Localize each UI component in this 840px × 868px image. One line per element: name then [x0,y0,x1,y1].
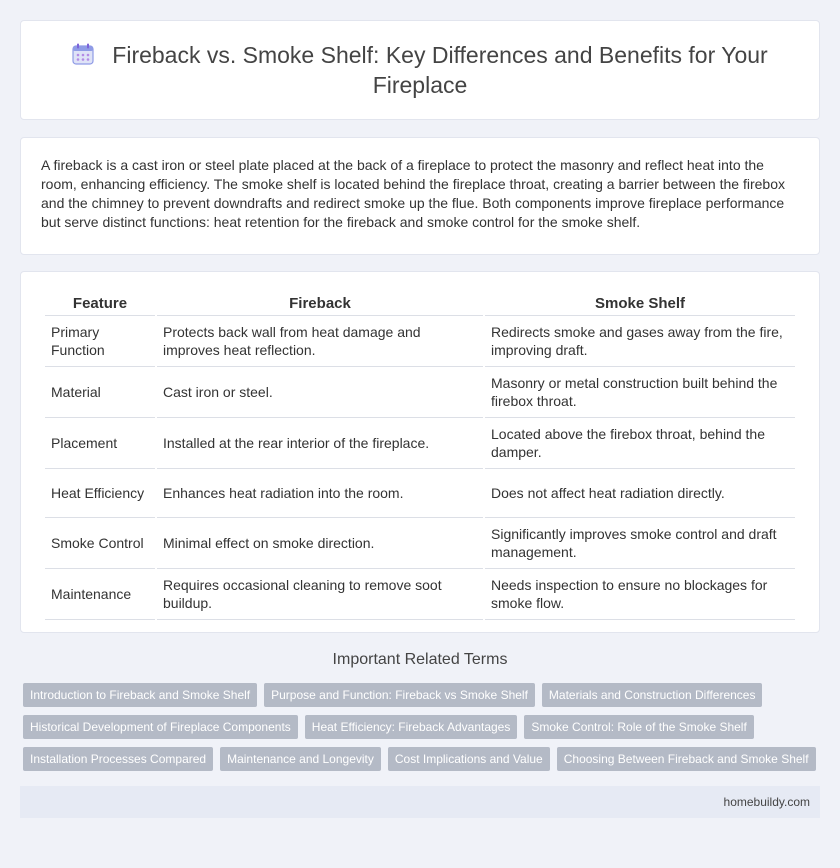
intro-card [20,137,820,255]
smoke-shelf-cell: Does not affect heat radiation directly. [485,469,795,518]
intro-paragraph: A fireback is a cast iron or steel plate placed at the back of a fireplace to protect the masonry and reflect heat into the room, enhancing efficiency. The smoke shelf is located behind the fireplace throat, creating a barrier between the firebox and the chimney to prevent downdrafts and redirect smoke up the flue. Both components improve fireplace performance but serve distinct functions: heat retention for the fireback and smoke control for the smoke shelf. [41,157,785,230]
related-term-tag[interactable]: Historical Development of Fireplace Components [23,715,298,739]
page-title-text: Fireback vs. Smoke Shelf: Key Differences and Benefits for Your Fireplace [112,42,768,98]
related-term-tag[interactable]: Heat Efficiency: Fireback Advantages [305,715,518,739]
feature-cell: Smoke Control [45,518,155,569]
comparison-table [43,290,797,620]
table-row [45,316,795,367]
smoke-shelf-cell: Needs inspection to ensure no blockages for smoke flow. [485,569,795,620]
related-term-tag[interactable]: Smoke Control: Role of the Smoke Shelf [524,715,753,739]
related-terms-heading: Important Related Terms [332,651,508,668]
table-header-row [45,290,795,316]
smoke-shelf-cell: Located above the firebox throat, behind the damper. [485,418,795,469]
related-term-tag[interactable]: Maintenance and Longevity [220,747,381,771]
fireback-cell: Enhances heat radiation into the room. [157,469,483,518]
fireback-cell: Protects back wall from heat damage and improves heat reflection. [157,316,483,367]
fireback-cell: Installed at the rear interior of the fireplace. [157,418,483,469]
table-row [45,569,795,620]
related-term-tag[interactable]: Introduction to Fireback and Smoke Shelf [23,683,257,707]
table-row [45,469,795,518]
feature-cell: Material [45,367,155,418]
related-term-tag[interactable]: Cost Implications and Value [388,747,550,771]
footer-bar [20,786,820,818]
related-term-tag[interactable]: Installation Processes Compared [23,747,213,771]
table-row [45,418,795,469]
feature-cell: Maintenance [45,569,155,620]
smoke-shelf-cell: Masonry or metal construction built behind the firebox throat. [485,367,795,418]
related-term-tag[interactable]: Purpose and Function: Fireback vs Smoke Shelf [264,683,535,707]
related-term-tag[interactable]: Choosing Between Fireback and Smoke Shelf [557,747,816,771]
related-term-tag[interactable]: Materials and Construction Differences [542,683,763,707]
table-row [45,367,795,418]
header-smoke-shelf: Smoke Shelf [485,290,795,316]
fireback-cell: Requires occasional cleaning to remove soot buildup. [157,569,483,620]
smoke-shelf-cell: Significantly improves smoke control and draft management. [485,518,795,569]
related-terms-list [23,683,820,771]
page-title [61,40,779,100]
calendar-icon [72,43,94,65]
fireback-cell: Cast iron or steel. [157,367,483,418]
footer-site-link[interactable]: homebuildy.com [723,795,810,809]
feature-cell: Primary Function [45,316,155,367]
smoke-shelf-cell: Redirects smoke and gases away from the fire, improving draft. [485,316,795,367]
feature-cell: Heat Efficiency [45,469,155,518]
feature-cell: Placement [45,418,155,469]
title-card [20,20,820,120]
header-fireback: Fireback [157,290,483,316]
table-row [45,518,795,569]
header-feature: Feature [45,290,155,316]
fireback-cell: Minimal effect on smoke direction. [157,518,483,569]
comparison-table-card [20,271,820,633]
